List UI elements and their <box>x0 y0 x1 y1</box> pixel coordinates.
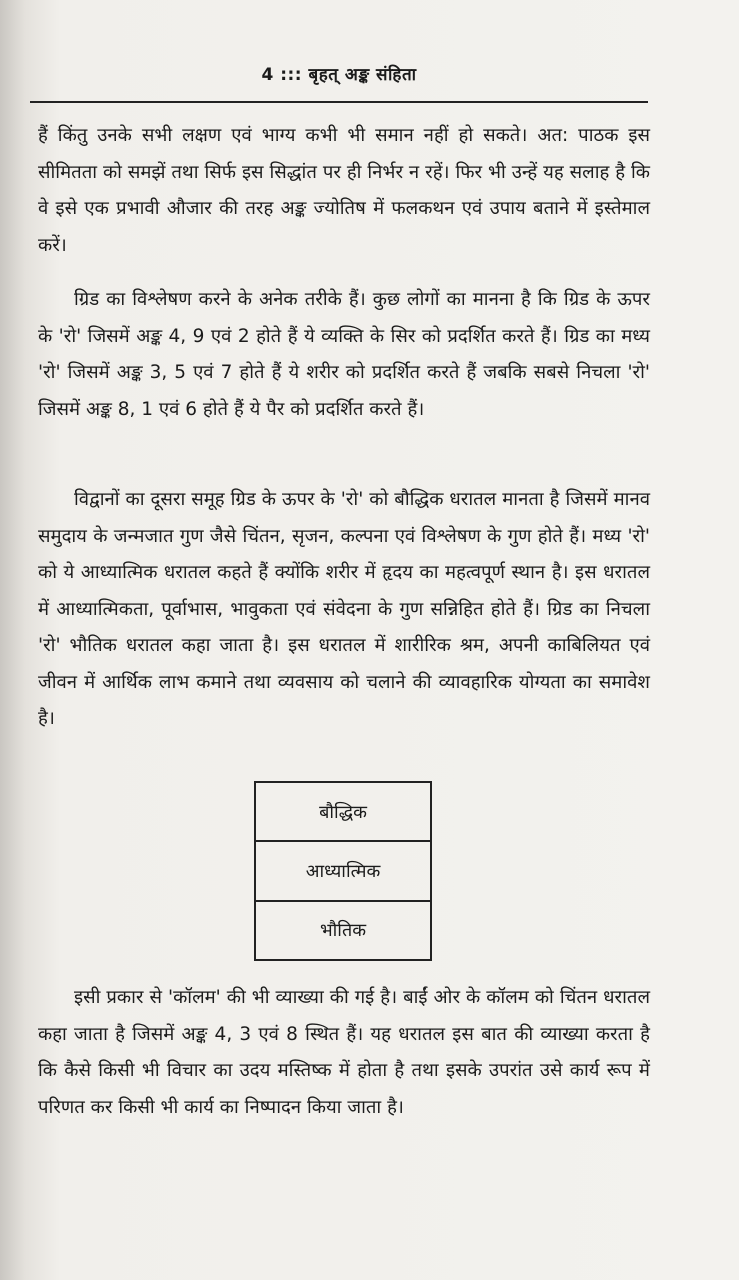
paragraph-2: ग्रिड का विश्लेषण करने के अनेक तरीके हैं। कुछ लोगों का मानना है कि ग्रिड के ऊपर के 'रो' जिसमें अङ्क 4, 9 एवं 2 होते हैं ये व्यक्ति के सिर को प्रदर्शित करते हैं। ग्रिड का मध्य 'रो' जिसमें अङ्क 3, 5 एवं 7 होते हैं ये शरीर को प्रदर्शित करते हैं जबकि सबसे निचला 'रो' जिसमें अङ्क 8, 1 एवं 6 होते हैं ये पैर को प्रदर्शित करते हैं। <box>38 289 650 420</box>
table-cell-intellectual: बौद्धिक <box>319 801 367 823</box>
table-cell-physical: भौतिक <box>256 900 430 959</box>
table-cell-spiritual: आध्यात्मिक <box>256 840 430 899</box>
paragraph-3: विद्वानों का दूसरा समूह ग्रिड के ऊपर के 'रो' को बौद्धिक धरातल मानता है जिसमें मानव समुदाय के जन्मजात गुण जैसे चिंतन, सृजन, कल्पना एवं विश्लेषण के गुण होते हैं। मध्य 'रो' को ये आध्यात्मिक धरातल कहते हैं क्योंकि शरीर में हृदय का महत्वपूर्ण स्थान है। इस धरातल में आध्यात्मिकता, पूर्वाभास, भावुकता एवं संवेदना के गुण सन्निहित होते हैं। ग्रिड का निचला 'रो' भौतिक धरातल कहा जाता है। इस धरातल में शारीरिक श्रम, अपनी काबिलियत एवं जीवन में आर्थिक लाभ कमाने तथा व्यवसाय को चलाने की व्यावहारिक योग्यता का समावेश है। <box>38 489 650 729</box>
header-rule <box>30 101 648 103</box>
paragraph-4: इसी प्रकार से 'कॉलम' की भी व्याख्या की गई है। बाईं ओर के कॉलम को चिंतन धरातल कहा जाता है जिसमें अङ्क 4, 3 एवं 8 स्थित हैं। यह धरातल इस बात की व्याख्या करता है कि कैसे किसी भी विचार का उदय मस्तिष्क में होता है तथा इसके उपरांत उसे कार्य रूप में परिणत कर किसी भी कार्य का निष्पादन किया जाता है। <box>38 987 650 1118</box>
paragraph-1: हैं किंतु उनके सभी लक्षण एवं भाग्य कभी भी समान नहीं हो सकते। अत: पाठक इस सीमितता को समझें तथा सिर्फ इस सिद्धांत पर ही निर्भर न रहें। फिर भी उन्हें यह सलाह है कि वे इसे एक प्रभावी औजार की तरह अङ्क ज्योतिष में फलकथन एवं उपाय बताने में इस्तेमाल करें। <box>38 125 650 256</box>
running-header: 4 ::: बृहत् अङ्क संहिता <box>261 65 417 85</box>
planes-table <box>254 781 432 961</box>
